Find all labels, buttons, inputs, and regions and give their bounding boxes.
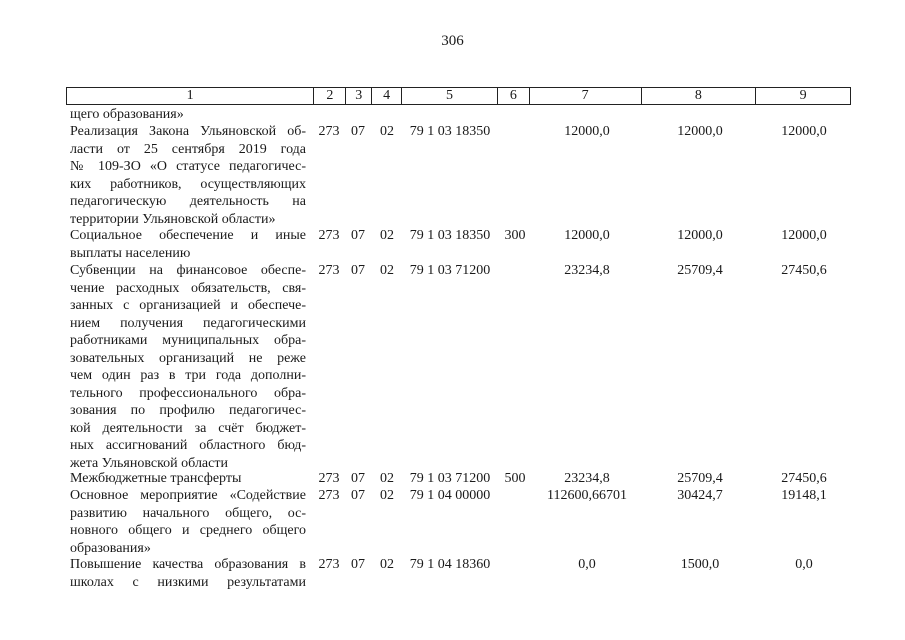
cell-expense-type: 500	[504, 471, 526, 486]
name-line: зования по профилю педагогичес-	[70, 403, 306, 418]
cell-target-article: 79 1 03 18350	[409, 228, 491, 243]
row-name	[70, 106, 306, 124]
cell-target-article: 79 1 03 71200	[409, 471, 491, 486]
name-line: Реализация Закона Ульяновской об-	[70, 124, 306, 139]
name-line: № 109-ЗО «О статусе педагогичес-	[70, 159, 306, 174]
name-line: тельного профессионального обра-	[70, 385, 306, 401]
header-col-5: 5	[401, 88, 497, 104]
cell-section: 07	[351, 228, 365, 243]
name-line: чем один раз в три года дополни-	[70, 368, 306, 383]
cell-ministry: 273	[318, 228, 340, 243]
name-line: новного общего и среднего общего	[70, 523, 306, 538]
cell-section: 07	[351, 557, 365, 572]
header-col-6: 6	[497, 88, 529, 104]
name-line: щего образования»	[70, 107, 184, 122]
cell-target-article: 79 1 04 00000	[409, 488, 491, 503]
cell-amount-2: 30424,7	[677, 488, 723, 503]
cell-amount-1: 112600,66701	[547, 488, 627, 503]
cell-amount-2: 12000,0	[677, 228, 723, 243]
row-name	[70, 123, 306, 228]
cell-subsection: 02	[380, 488, 394, 503]
name-line: педагогическую деятельность на	[70, 194, 306, 209]
name-line: чение расходных обязательств, свя-	[70, 280, 306, 296]
cell-amount-1: 23234,8	[564, 471, 610, 486]
header-col-9: 9	[755, 88, 850, 104]
cell-subsection: 02	[380, 263, 394, 278]
cell-ministry: 273	[318, 124, 340, 139]
table-header	[66, 87, 851, 105]
header-col-1: 1	[186, 88, 194, 103]
name-line: нием получения педагогическими	[70, 315, 306, 331]
name-line: зовательных организаций не реже	[70, 350, 306, 366]
page-number: 306	[441, 33, 464, 49]
cell-target-article: 79 1 04 18360	[409, 557, 491, 572]
cell-amount-1: 23234,8	[564, 263, 610, 278]
cell-target-article: 79 1 03 18350	[409, 124, 491, 139]
name-line: Субвенции на финансовое обеспе-	[70, 263, 306, 278]
cell-subsection: 02	[380, 471, 394, 486]
cell-amount-2: 1500,0	[680, 557, 720, 572]
header-col-2: 2	[313, 88, 345, 104]
name-line: кой деятельности за счёт бюджет-	[70, 420, 306, 436]
row-name	[70, 556, 306, 591]
cell-subsection: 02	[380, 228, 394, 243]
cell-amount-1: 12000,0	[564, 124, 610, 139]
name-line: выплаты населению	[70, 245, 191, 261]
cell-ministry: 273	[318, 557, 340, 572]
name-line: занных с организацией и обеспече-	[70, 298, 306, 313]
name-line: работниками муниципальных обра-	[70, 333, 306, 348]
header-col-4: 4	[371, 88, 401, 104]
cell-section: 07	[351, 488, 365, 503]
name-line: жета Ульяновской области	[70, 455, 228, 471]
cell-ministry: 273	[318, 488, 340, 503]
cell-ministry: 273	[318, 471, 340, 486]
name-line: ких работников, осуществляющих	[70, 176, 306, 192]
cell-amount-3: 0,0	[795, 557, 813, 572]
cell-subsection: 02	[380, 557, 394, 572]
cell-section: 07	[351, 124, 365, 139]
row-name	[70, 487, 306, 557]
cell-amount-1: 0,0	[578, 557, 596, 572]
cell-amount-3: 27450,6	[781, 471, 827, 486]
cell-amount-3: 19148,1	[781, 488, 827, 503]
name-line: Основное мероприятие «Содействие	[70, 488, 306, 503]
cell-ministry: 273	[318, 263, 340, 278]
name-line: Социальное обеспечение и иные	[70, 228, 306, 243]
cell-expense-type: 300	[504, 228, 526, 243]
cell-section: 07	[351, 263, 365, 278]
name-line: территории Ульяновской области»	[70, 211, 276, 227]
cell-subsection: 02	[380, 124, 394, 139]
row-name	[70, 227, 306, 262]
header-col-3: 3	[345, 88, 371, 104]
cell-section: 07	[351, 471, 365, 486]
cell-amount-3: 12000,0	[781, 124, 827, 139]
cell-target-article: 79 1 03 71200	[409, 263, 491, 278]
name-line: ласти от 25 сентября 2019 года	[70, 141, 306, 157]
name-line: Повышение качества образования в	[70, 557, 306, 572]
name-line: развитию начального общего, ос-	[70, 505, 306, 521]
cell-amount-2: 25709,4	[677, 471, 723, 486]
cell-amount-3: 12000,0	[781, 228, 827, 243]
cell-amount-2: 12000,0	[677, 124, 723, 139]
name-line: ных ассигнований областного бюд-	[70, 438, 306, 453]
cell-amount-2: 25709,4	[677, 263, 723, 278]
name-line: школах с низкими результатами	[70, 574, 306, 590]
name-line: образования»	[70, 540, 151, 556]
row-name	[70, 262, 306, 472]
cell-amount-3: 27450,6	[781, 263, 827, 278]
header-col-7: 7	[529, 88, 641, 104]
cell-amount-1: 12000,0	[564, 228, 610, 243]
name-line: Межбюджетные трансферты	[70, 471, 242, 486]
header-col-8: 8	[641, 88, 756, 104]
row-name	[70, 470, 306, 488]
